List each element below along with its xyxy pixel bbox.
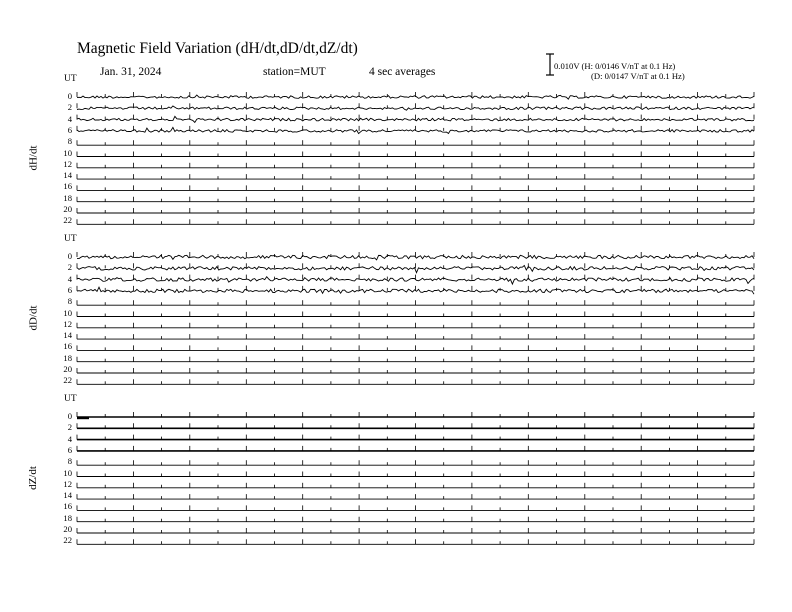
hour-label-dd-dt-20: 20 <box>63 364 72 374</box>
row-dd-dt-8 <box>77 300 754 305</box>
row-dh-dt-8 <box>77 140 754 145</box>
ut-label-dh: UT <box>64 74 77 84</box>
hour-label-dd-dt-14: 14 <box>63 330 72 341</box>
row-dh-dt-16 <box>77 185 754 190</box>
row-dz-dt-16 <box>77 505 754 510</box>
row-dz-dt-0 <box>77 412 754 417</box>
ut-label-dz: UT <box>64 394 77 404</box>
row-dh-dt-18 <box>77 197 754 202</box>
hour-label-dh-dt-18: 18 <box>63 192 72 203</box>
row-dz-dt-22 <box>77 539 754 544</box>
hour-label-dz-dt-14: 14 <box>63 490 72 501</box>
scale-sub-label: (D: 0/0147 V/nT at 0.1 Hz) <box>591 71 685 81</box>
row-dh-dt-20 <box>77 208 754 213</box>
row-dd-dt-20 <box>77 368 754 373</box>
row-dd-dt-2 <box>77 263 754 272</box>
axis-label-dd: dD/dt <box>27 305 40 331</box>
row-dh-dt-10 <box>77 152 754 157</box>
hour-label-dz-dt-2: 2 <box>67 422 72 433</box>
hour-label-dh-dt-6: 6 <box>67 124 72 135</box>
row-dz-dt-20 <box>77 528 754 533</box>
hour-label-dd-dt-16: 16 <box>63 341 72 352</box>
row-dh-dt-0 <box>77 92 754 99</box>
row-dd-dt-22 <box>77 379 754 384</box>
hour-label-dh-dt-10: 10 <box>63 147 72 158</box>
hour-label-dz-dt-12: 12 <box>63 478 72 489</box>
row-dd-dt-12 <box>77 323 754 328</box>
date-label: Jan. 31, 2024 <box>100 66 162 78</box>
row-dd-dt-0 <box>77 252 754 260</box>
hour-label-dz-dt-0: 0 <box>67 411 72 421</box>
row-dz-dt-8 <box>77 460 754 465</box>
row-dz-dt-14 <box>77 494 754 499</box>
hour-label-dh-dt-20: 20 <box>63 204 72 214</box>
scale-label: 0.010V (H: 0/0146 V/nT at 0.1 Hz) <box>554 61 676 71</box>
row-dd-dt-16 <box>77 345 754 350</box>
hour-label-dz-dt-10: 10 <box>63 467 72 478</box>
row-dh-dt-6 <box>77 126 754 134</box>
hour-label-dd-dt-8: 8 <box>67 296 72 307</box>
row-dz-dt-18 <box>77 517 754 522</box>
hour-label-dh-dt-4: 4 <box>67 113 72 124</box>
hour-label-dz-dt-8: 8 <box>67 456 72 467</box>
hour-label-dd-dt-6: 6 <box>67 284 72 295</box>
hour-label-dh-dt-12: 12 <box>63 158 72 169</box>
row-dz-dt-2 <box>77 423 754 428</box>
row-dd-dt-6 <box>77 286 754 294</box>
row-dd-dt-10 <box>77 312 754 317</box>
hour-label-dz-dt-18: 18 <box>63 512 72 523</box>
averaging-label: 4 sec averages <box>369 66 436 78</box>
hour-label-dz-dt-22: 22 <box>63 535 72 546</box>
hour-label-dh-dt-8: 8 <box>67 136 72 147</box>
row-dz-dt-6 <box>77 446 754 451</box>
row-dd-dt-4 <box>77 275 754 285</box>
chart-title: Magnetic Field Variation (dH/dt,dD/dt,dZ/dt) <box>77 40 358 57</box>
scale-bar <box>546 54 554 75</box>
hour-label-dh-dt-0: 0 <box>67 91 72 101</box>
axis-label-dh: dH/dt <box>27 145 40 171</box>
hour-label-dh-dt-2: 2 <box>67 102 72 113</box>
row-dd-dt-18 <box>77 357 754 362</box>
station-label: station=MUT <box>263 66 326 78</box>
hour-label-dz-dt-20: 20 <box>63 524 72 534</box>
hour-label-dd-dt-4: 4 <box>67 273 72 284</box>
row-dh-dt-22 <box>77 219 754 224</box>
ut-label-dd: UT <box>64 234 77 244</box>
row-dh-dt-12 <box>77 163 754 168</box>
hour-label-dh-dt-14: 14 <box>63 170 72 181</box>
hour-label-dz-dt-6: 6 <box>67 444 72 455</box>
hour-label-dd-dt-2: 2 <box>67 262 72 273</box>
row-dz-dt-4 <box>77 435 754 440</box>
row-dz-dt-10 <box>77 472 754 477</box>
row-dh-dt-14 <box>77 174 754 179</box>
hour-label-dz-dt-4: 4 <box>67 433 72 444</box>
row-dd-dt-14 <box>77 334 754 339</box>
hour-label-dz-dt-16: 16 <box>63 501 72 512</box>
axis-label-dz: dZ/dt <box>26 466 39 490</box>
hour-label-dh-dt-16: 16 <box>63 181 72 192</box>
hour-label-dd-dt-22: 22 <box>63 375 72 386</box>
hour-label-dh-dt-22: 22 <box>63 215 72 226</box>
hour-label-dd-dt-10: 10 <box>63 307 72 318</box>
row-dh-dt-4 <box>77 115 754 123</box>
hour-label-dd-dt-12: 12 <box>63 318 72 329</box>
hour-label-dd-dt-0: 0 <box>67 251 72 261</box>
row-dz-dt-12 <box>77 483 754 488</box>
row-dh-dt-2 <box>77 103 754 110</box>
hour-label-dd-dt-18: 18 <box>63 352 72 363</box>
